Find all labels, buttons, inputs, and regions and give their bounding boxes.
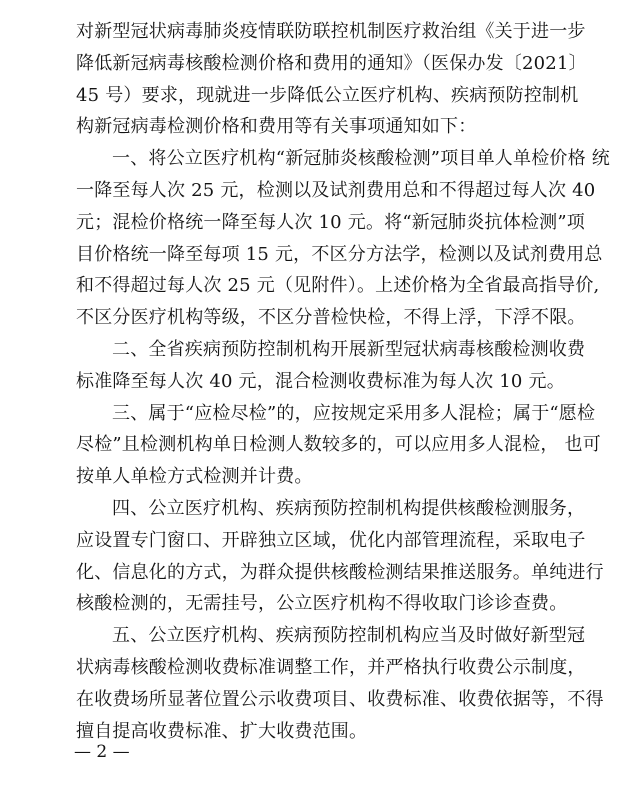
paragraph-1-line: 一降至每人次 25 元，检测以及试剂费用总和不得超过每人次 40 — [76, 179, 596, 201]
paragraph-5-line: 五、公立医疗机构、疾病预防控制机构应当及时做好新型冠 — [112, 625, 586, 647]
paragraph-5-line: 擅自提高收费标准、扩大收费范围。 — [76, 720, 368, 742]
text-line: 构新冠病毒检测价格和费用等有关事项通知如下： — [76, 116, 477, 138]
paragraph-1-line: 元；混检价格统一降至每人次 10 元。将“新冠肺炎抗体检测”项 — [76, 211, 585, 233]
paragraph-2-line: 标准降至每人次 40 元，混合检测收费标准为每人次 10 元。 — [76, 370, 565, 392]
text-line: 对新型冠状病毒肺炎疫情联防联控机制医疗救治组《关于进一步 — [76, 21, 586, 42]
document-body — [76, 16, 610, 747]
paragraph-4-line: 四、公立医疗机构、疾病预防控制机构提供核酸检测服务， — [112, 497, 586, 519]
paragraph-4-line: 核酸检测的，无需挂号，公立医疗机构不得收取门诊诊查费。 — [76, 593, 568, 615]
paragraph-5-line: 在收费场所显著位置公示收费项目、收费标准、收费依据等，不得 — [76, 688, 604, 710]
paragraph-5-line: 状病毒核酸检测收费标准调整工作，并严格执行收费公示制度， — [76, 656, 586, 678]
paragraph-4-line: 化、信息化的方式，为群众提供核酸检测结果推送服务。单纯进行 — [76, 561, 604, 583]
paragraph-1-line: 不区分医疗机构等级，不区分普检快检，不得上浮，下浮不限。 — [76, 307, 586, 329]
paragraph-2-line: 二、全省疾病预防控制机构开展新型冠状病毒核酸检测收费 — [112, 338, 586, 360]
text-line: 45 号）要求，现就进一步降低公立医疗机构、疾病预防控制机 — [76, 84, 579, 106]
paragraph-1-line: 一、将公立医疗机构“新冠肺炎核酸检测”项目单人单检价格 统 — [112, 148, 610, 170]
page-number: — 2 — — [74, 742, 130, 762]
paragraph-3-line: 按单人单检方式检测并计费。 — [76, 466, 313, 488]
paragraph-1-line: 和不得超过每人次 25 元（见附件）。上述价格为全省最高指导价, — [76, 275, 600, 297]
paragraph-3-line: 三、属于“应检尽检”的，应按规定采用多人混检；属于“愿检 — [112, 402, 596, 424]
text-line: 降低新冠病毒核酸检测价格和费用的通知》（医保办发〔2021〕 — [76, 52, 587, 74]
paragraph-3-line: 尽检”且检测机构单日检测人数较多的，可以应用多人混检， 也可 — [76, 434, 601, 456]
paragraph-1-line: 目价格统一降至每项 15 元，不区分方法学，检测以及试剂费用总 — [76, 243, 603, 265]
paragraph-4-line: 应设置专门窗口、开辟独立区域，优化内部管理流程，采取电子 — [76, 529, 586, 551]
